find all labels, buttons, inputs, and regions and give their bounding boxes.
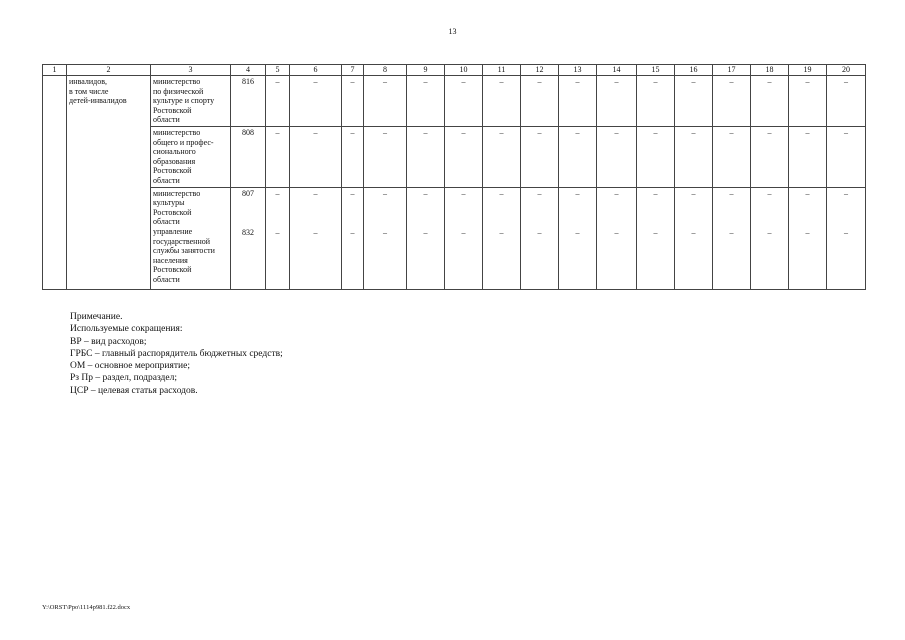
dash: – [499, 188, 504, 198]
dash: – [691, 228, 696, 238]
cell-line: населения [153, 255, 188, 265]
dash: – [805, 228, 810, 238]
dash-cell: – [290, 76, 342, 127]
cell-line: детей-инвалидов [69, 96, 127, 106]
header-cell: 15 [637, 65, 675, 76]
dash: – [729, 228, 734, 238]
dash-cell: – [751, 127, 789, 188]
header-cell: 11 [483, 65, 521, 76]
cell-line: 832 [242, 228, 254, 238]
header-cell: 17 [713, 65, 751, 76]
dash-cell [266, 187, 290, 289]
dash-cell [675, 187, 713, 289]
dash-cell: – [364, 76, 407, 127]
table-row [43, 187, 866, 289]
cell-line: области [153, 115, 180, 125]
dash-cell: – [675, 127, 713, 188]
dash: – [537, 188, 542, 198]
dash-cell: – [521, 76, 559, 127]
dash-cell: – [266, 127, 290, 188]
notes-line: ЦСР – целевая статья расходов. [70, 385, 198, 396]
page-number: 13 [448, 27, 457, 36]
dash: – [423, 228, 428, 238]
dash-cell [597, 187, 637, 289]
dash-cell: – [342, 127, 364, 188]
dash-cell: – [675, 76, 713, 127]
row-number-cell [43, 76, 67, 290]
cell-line: по физической [153, 86, 204, 96]
dash: – [575, 228, 580, 238]
dash-cell [483, 187, 521, 289]
dash-cell: – [713, 76, 751, 127]
notes-line: Используемые сокращения: [70, 324, 183, 335]
header-cell: 4 [231, 65, 266, 76]
dash-cell [407, 187, 445, 289]
dash-cell [445, 187, 483, 289]
footer-file-path: Y:\ORST\Ppo\1114p981.f22.docx [42, 604, 131, 611]
dash-cell [713, 187, 751, 289]
header-cell: 20 [827, 65, 866, 76]
dash: – [499, 228, 504, 238]
table-row [43, 127, 866, 188]
header-cell: 9 [407, 65, 445, 76]
header-cell: 13 [559, 65, 597, 76]
header-cell: 2 [67, 65, 151, 76]
dash: – [275, 188, 280, 198]
dash-cell: – [445, 127, 483, 188]
dash-cell: – [364, 127, 407, 188]
cell-line: управление [153, 226, 193, 236]
dash-cell: – [559, 127, 597, 188]
dash: – [844, 228, 848, 238]
dash-cell: – [407, 76, 445, 127]
dash-cell: – [827, 76, 866, 127]
dash: – [275, 228, 280, 238]
dash-cell: – [637, 76, 675, 127]
dash: – [653, 188, 658, 198]
dash-cell [290, 187, 342, 289]
dash: – [691, 188, 696, 198]
dash-cell [559, 187, 597, 289]
notes-line: ОМ – основное мероприятие; [70, 361, 190, 372]
dash: – [614, 228, 619, 238]
dash: – [767, 188, 772, 198]
dash: – [614, 188, 619, 198]
cell-line: государственной [153, 236, 211, 246]
header-cell: 14 [597, 65, 637, 76]
dash: – [313, 228, 318, 238]
cell-line: области [153, 217, 180, 227]
dash: – [350, 228, 355, 238]
measure-name-cell [67, 76, 151, 290]
cell-line: сионального [153, 147, 196, 157]
header-cell: 1 [43, 65, 67, 76]
cell-line: области [153, 274, 180, 284]
cell-line: общего и профес- [153, 137, 214, 147]
cell-line: образования [153, 156, 196, 166]
notes-line: Рз Пр – раздел, подраздел; [70, 373, 177, 384]
dash-cell: – [597, 127, 637, 188]
header-cell: 10 [445, 65, 483, 76]
cell-line: министерство [153, 128, 201, 137]
grbs-code-cell [231, 187, 266, 289]
dash-cell: – [827, 127, 866, 188]
dash: – [461, 228, 466, 238]
grbs-cell [151, 187, 231, 289]
dash: – [805, 188, 810, 198]
dash: – [537, 228, 542, 238]
dash-cell: – [290, 127, 342, 188]
cell-line: службы занятости [153, 246, 215, 256]
cell-line: культуре и спорту [153, 96, 215, 106]
budget-table [42, 64, 866, 290]
cell-line: Ростовской [153, 105, 192, 115]
table-row [43, 76, 866, 127]
dash: – [350, 188, 355, 198]
dash-cell: – [521, 127, 559, 188]
dash-cell: – [559, 76, 597, 127]
header-cell: 18 [751, 65, 789, 76]
header-cell: 8 [364, 65, 407, 76]
header-cell: 12 [521, 65, 559, 76]
cell-line: министерство [153, 188, 201, 198]
dash: – [461, 188, 466, 198]
dash-cell [521, 187, 559, 289]
dash-cell: – [483, 76, 521, 127]
cell-line: министерство [153, 77, 201, 86]
dash-cell [789, 187, 827, 289]
dash-cell [751, 187, 789, 289]
dash-cell [342, 187, 364, 289]
dash-cell: – [342, 76, 364, 127]
header-cell: 3 [151, 65, 231, 76]
dash: – [313, 188, 318, 198]
dash: – [423, 188, 428, 198]
header-row [43, 65, 866, 76]
dash-cell: – [751, 76, 789, 127]
header-cell: 7 [342, 65, 364, 76]
cell-line: Ростовской [153, 265, 192, 275]
cell-line: 807 [242, 188, 254, 198]
notes-block [70, 311, 283, 397]
header-cell: 16 [675, 65, 713, 76]
dash: – [729, 188, 734, 198]
dash-cell: – [407, 127, 445, 188]
dash: – [653, 228, 658, 238]
dash: – [383, 228, 387, 238]
dash: – [383, 188, 387, 198]
cell-line: Ростовской [153, 166, 192, 176]
dash-cell: – [266, 76, 290, 127]
dash: – [844, 188, 848, 198]
grbs-cell [151, 127, 231, 188]
cell-line: Ростовской [153, 207, 192, 217]
cell-line: инвалидов, [69, 77, 107, 86]
grbs-code-cell: 816 [231, 76, 266, 127]
dash-cell: – [483, 127, 521, 188]
dash-cell: – [637, 127, 675, 188]
dash: – [767, 228, 772, 238]
dash-cell: – [713, 127, 751, 188]
notes-line: ГРБС – главный распорядитель бюджетных средств; [70, 348, 283, 359]
dash-cell [827, 187, 866, 289]
cell-line: культуры [153, 198, 185, 208]
notes-line: ВР – вид расходов; [70, 336, 147, 347]
dash-cell: – [445, 76, 483, 127]
dash-cell: – [789, 76, 827, 127]
notes-title: Примечание. [70, 312, 123, 322]
dash-cell [637, 187, 675, 289]
cell-line: в том числе [69, 86, 109, 96]
header-cell: 5 [266, 65, 290, 76]
grbs-cell [151, 76, 231, 127]
dash-cell [364, 187, 407, 289]
header-cell: 19 [789, 65, 827, 76]
cell-line: области [153, 175, 180, 185]
grbs-code-cell: 808 [231, 127, 266, 188]
dash: – [575, 188, 580, 198]
header-cell: 6 [290, 65, 342, 76]
dash-cell: – [597, 76, 637, 127]
dash-cell: – [789, 127, 827, 188]
